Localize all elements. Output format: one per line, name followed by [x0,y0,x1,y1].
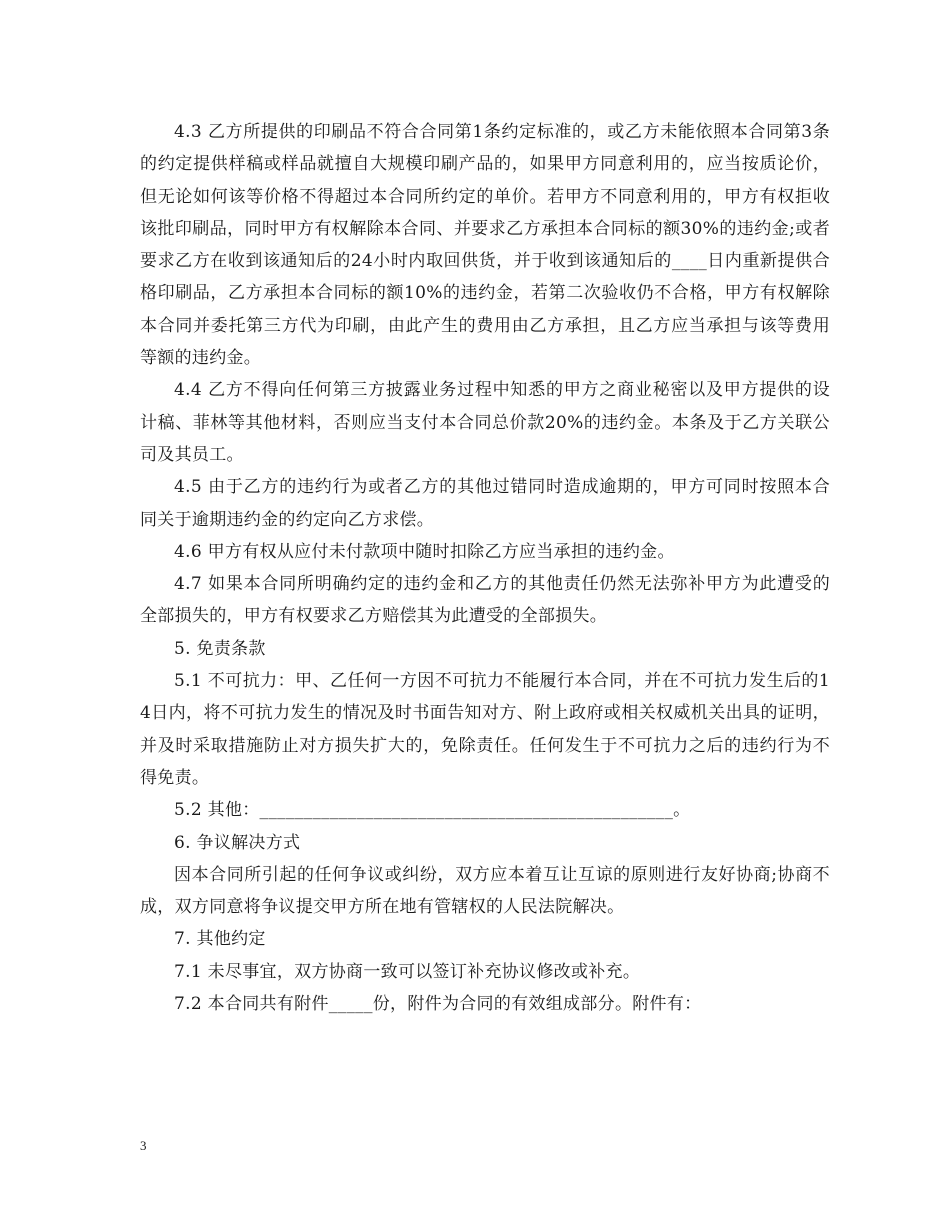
page-number: 3 [140,1138,147,1153]
clause-4-4: 4.4 乙方不得向任何第三方披露业务过程中知悉的甲方之商业秘密以及甲方提供的设计稿、菲林等其他材料，否则应当支付本合同总价款20%的违约金。本条及于乙方关联公司及其员工。 [140,380,830,465]
clause-4-6: 4.6 甲方有权从应付未付款项中随时扣除乙方应当承担的违约金。 [174,541,675,562]
clause-7-1: 7.1 未尽事宜，双方协商一致可以签订补充协议修改或补充。 [174,961,641,982]
section-6-heading: 6. 争议解决方式 [174,832,301,853]
clause-6-body: 因本合同所引起的任何争议或纠纷，双方应本着互让互谅的原则进行友好协商;协商不成，双方同意将争议提交甲方所在地有管辖权的人民法院解决。 [140,864,830,918]
document-body [140,116,830,1020]
clause-4-5: 4.5 由于乙方的违约行为或者乙方的其他过错同时造成逾期的，甲方可同时按照本合同关于逾期违约金的约定向乙方求偿。 [140,477,830,530]
clause-4-7: 4.7 如果本合同所明确约定的违约金和乙方的其他责任仍然无法弥补甲方为此遭受的全部损失的，甲方有权要求乙方赔偿其为此遭受的全部损失。 [140,574,830,627]
section-5-heading: 5. 免责条款 [174,638,266,659]
clause-7-2: 7.2 本合同共有附件_____份，附件为合同的有效组成部分。附件有： [174,994,702,1015]
section-7-heading: 7. 其他约定 [174,929,266,950]
clause-4-3: 4.3 乙方所提供的印刷品不符合合同第1条约定标准的，或乙方未能依照本合同第3条的约定提供样稿或样品就擅自大规模印刷产品的，如果甲方同意利用的，应当按质论价，但无论如何该等价格不得超过本合同所约定的单价。若甲方不同意利用的，甲方有权拒收该批印刷品，同时甲方有权解除本合同、并要求乙方承担本合同标的额30%的违约金;或者要求乙方在收到该通知后的24小时内取回供货，并于收到该通知后的____日内重新提供合格印刷品，乙方承担本合同标的额10%的违约金，若第二次验收仍不合格，甲方有权解除本合同并委托第三方代为印刷，由此产生的费用由乙方承担，且乙方应当承担与该等费用等额的违约金。 [140,122,830,369]
clause-5-2: 5.2 其他：_______________________________________________。 [174,800,691,821]
clause-5-1: 5.1 不可抗力：甲、乙任何一方因不可抗力不能履行本合同，并在不可抗力发生后的14日内，将不可抗力发生的情况及时书面告知对方、附上政府或相关权威机关出具的证明，并及时采取措施防止对方损失扩大的，免除责任。任何发生于不可抗力之后的违约行为不得免责。 [140,671,830,788]
